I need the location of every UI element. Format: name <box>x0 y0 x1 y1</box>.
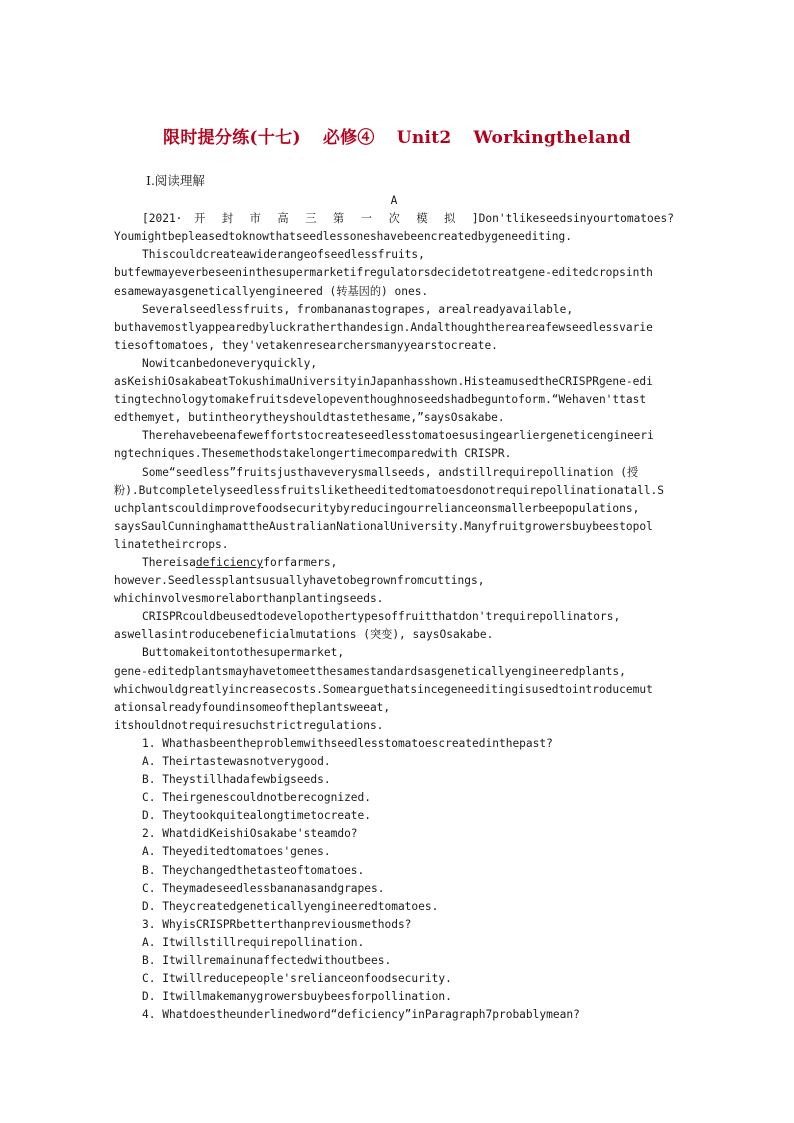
text-line <box>114 246 674 264</box>
text-line <box>114 789 674 807</box>
text-line <box>114 681 674 699</box>
text-line-content: edthemyet, butintheorytheyshouldtastethesame,”saysOsakabe. <box>114 411 505 425</box>
text-line-content: tiesoftomatoes, they'vetakenresearchersmanyyearstocreate. <box>114 338 498 352</box>
section-heading: Ⅰ.阅读理解 <box>146 173 205 188</box>
text-line-content: itshouldnotrequiresuchstrictregulations. <box>114 718 384 732</box>
page-title <box>0 123 794 148</box>
text-line <box>114 536 674 554</box>
text-line <box>114 283 674 301</box>
text-line <box>114 210 674 228</box>
underlined-word: deficiency <box>195 555 264 569</box>
text-line-content: Thiscouldcreateawiderangeofseedlessfruits, <box>142 248 425 262</box>
text-line <box>114 445 674 463</box>
text-line-content: C. Theymadeseedlessbananasandgrapes. <box>142 881 385 895</box>
text-line-content: A. Theyeditedtomatoes'genes. <box>142 845 331 859</box>
title-part-1: 限时提分练(十七) <box>163 128 301 148</box>
text-line <box>114 699 674 717</box>
text-line-content: asKeishiOsakabeatTokushimaUniversityinJapanhasshown.HisteamusedtheCRISPRgene-edi <box>114 375 653 389</box>
text-line-content: 1. Whathasbeentheproblemwithseedlesstomatoescreatedinthepast? <box>142 736 553 750</box>
title-part-4: Workingtheland <box>473 128 631 148</box>
text-line <box>114 319 674 337</box>
text-line-content: D. Theycreatedgeneticallyengineeredtomatoes. <box>142 899 439 913</box>
text-line-content: saysSaulCunninghamattheAustralianNationalUniversity.Manyfruitgrowersbuybeestopol <box>114 519 653 533</box>
text-line <box>114 355 674 373</box>
text-line <box>114 843 674 861</box>
text-line <box>114 825 674 843</box>
title-part-2: 必修④ <box>322 128 375 148</box>
text-line-content: however.Seedlessplantsusuallyhavetobegrownfromcuttings, <box>114 574 485 588</box>
text-line-content: Nowitcanbedoneveryquickly, <box>142 356 318 370</box>
text-line-content: whichinvolvesmorelaborthanplantingseeds. <box>114 592 384 606</box>
text-line-content: Some“seedless”fruitsjusthaveverysmallseeds, andstillrequirepollination (授 <box>142 465 639 479</box>
text-line-content: butfewmayeverbeseeninthesupermarketifregulatorsdecidetotreatgene-editedcropsinth <box>114 266 653 280</box>
text-line <box>114 1006 674 1024</box>
text-line <box>114 337 674 355</box>
text-line <box>114 373 674 391</box>
passage-label: A <box>390 194 398 208</box>
text-line-content: D. Theytookquitealongtimetocreate. <box>142 809 372 823</box>
text-line-content: whichwouldgreatlyincreasecosts.Somearguethatsincegeneeditingisusedtointroducemut <box>114 682 653 696</box>
text-line-content: Severalseedlessfruits, frombananastograpes, arealreadyavailable, <box>142 302 574 316</box>
text-line-content: C. Theirgenescouldnotberecognized. <box>142 791 372 805</box>
text-line-content: A. Itwillstillrequirepollination. <box>142 935 365 949</box>
text-line <box>114 427 674 445</box>
text-line-content: ngtechniques.Thesemethodstakelongertimecomparedwith CRISPR. <box>114 447 512 461</box>
text-line <box>114 663 674 681</box>
text-line <box>114 753 674 771</box>
text-line <box>114 608 674 626</box>
text-line <box>114 482 674 500</box>
text-line <box>114 807 674 825</box>
text-line <box>114 391 674 409</box>
text-line <box>114 572 674 590</box>
text-line <box>114 862 674 880</box>
text-line <box>114 590 674 608</box>
document-body <box>114 172 674 1024</box>
text-line <box>114 771 674 789</box>
text-line-content: B. Theystillhadafewbigseeds. <box>142 773 331 787</box>
text-line-content: buthavemostlyappearedbyluckratherthandesign.Andalthoughthereareafewseedlessvarie <box>114 320 653 334</box>
text-line <box>114 301 674 319</box>
text-line <box>114 409 674 427</box>
text-line <box>114 518 674 536</box>
text-line-content: Therehavebeenafeweffortstocreateseedlesstomatoesusingearliergeneticengineeri <box>142 429 654 443</box>
text-line-content: B. Theychangedthetasteoftomatoes. <box>142 863 365 877</box>
text-line <box>114 264 674 282</box>
text-line-content: Buttomakeitontothesupermarket, <box>142 646 345 660</box>
text-line-content: 2. WhatdidKeishiOsakabe'steamdo? <box>142 827 358 841</box>
text-line <box>114 880 674 898</box>
text-line-content: aswellasintroducebeneficialmutations (突变), saysOsakabe. <box>114 628 494 642</box>
text-line-content: 3. WhyisCRISPRbetterthanpreviousmethods? <box>142 917 412 931</box>
text-line <box>114 644 674 662</box>
text-line <box>114 626 674 644</box>
title-part-3: Unit2 <box>396 128 452 148</box>
text-line-content: C. Itwillreducepeople'srelianceonfoodsecurity. <box>142 972 452 986</box>
text-line-content: tingtechnologytomakefruitsdevelopeventhoughnoseedshadbeguntoform.“Wehaven'ttast <box>114 393 647 407</box>
text-line-content: A. Theirtastewasnotverygood. <box>142 755 331 768</box>
text-line-content: esamewayasgeneticallyengineered (转基因的) ones. <box>114 284 429 298</box>
text-line-content: CRISPRcouldbeusedtodevelopothertypesoffruitthatdon'trequirepollinators, <box>142 610 621 624</box>
text-line <box>114 735 674 753</box>
text-line <box>114 500 674 518</box>
text-line <box>114 717 674 735</box>
text-line-content: uchplantscouldimprovefoodsecuritybyreducingourrelianceonsmallerbeepopulations, <box>114 501 640 515</box>
text-line-content: 粉).Butcompletelyseedlessfruitsliketheeditedtomatoesdonotrequirepollinationatall.S <box>114 483 665 497</box>
text-line <box>114 952 674 970</box>
text-line <box>114 988 674 1006</box>
text-line-content: [2021· 开 封 市 高 三 第 一 次 模 拟 ]Don'tlikeseedsinyourtomatoes? <box>142 212 674 226</box>
text-line-content: linatetheircrops. <box>114 537 229 551</box>
text-line <box>114 898 674 916</box>
text-line-content: D. Itwillmakemanygrowersbuybeesforpollination. <box>142 990 452 1004</box>
text-line <box>114 934 674 952</box>
text-line <box>114 916 674 934</box>
text-line <box>114 970 674 988</box>
text-line <box>114 464 674 482</box>
text-line-tail: forfarmers, <box>263 555 338 569</box>
text-line-content: gene-editedplantsmayhavetomeetthesamestandardsasgeneticallyengineeredplants, <box>114 664 626 678</box>
text-line-content: B. Itwillremainunaffectedwithoutbees. <box>142 954 392 968</box>
text-line <box>114 554 674 572</box>
text-line <box>114 228 674 246</box>
text-line-content: Thereisa <box>142 555 196 569</box>
text-line-content: 4. Whatdoestheunderlinedword“deficiency”inParagraph7probablymean? <box>142 1008 580 1022</box>
text-line-content: ationsalreadyfoundinsomeoftheplantsweeat, <box>114 700 391 714</box>
text-line-content: Youmightbepleasedtoknowthatseedlessoneshavebeencreatedbygeneediting. <box>114 230 573 244</box>
